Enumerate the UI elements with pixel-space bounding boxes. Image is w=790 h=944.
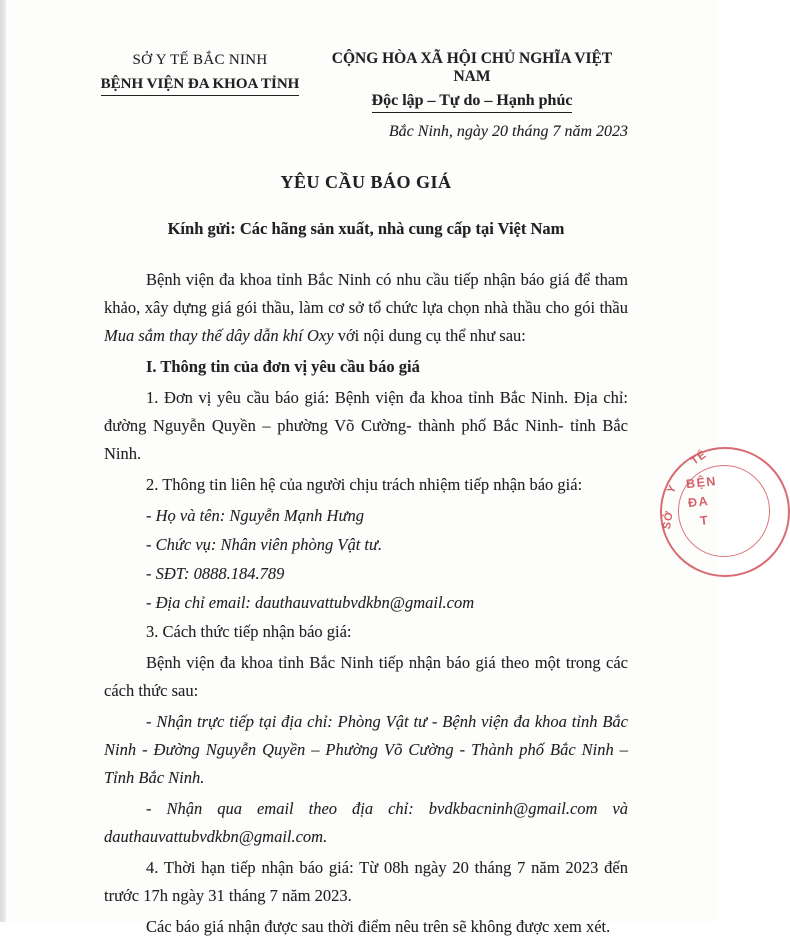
- section-1-heading: I. Thông tin của đơn vị yêu cầu báo giá: [146, 357, 420, 376]
- stamp-center-line-1: BỆN: [685, 474, 718, 492]
- item-1-requesting-unit: 1. Đơn vị yêu cầu báo giá: Bệnh viện đa khoa tỉnh Bắc Ninh. Địa chỉ: đường Nguyễn Quyền – phường Võ Cường- thành phố Bắc Ninh- tỉnh Bắc Ninh.: [104, 388, 628, 463]
- place-dateline: Bắc Ninh, ngày 20 tháng 7 năm 2023: [388, 123, 628, 140]
- scan-edge-shadow: [0, 0, 6, 922]
- stamp-arc-text-bottom: SỞ: [660, 509, 676, 531]
- salutation-line: Kính gửi: Các hãng sản xuất, nhà cung cấp tại Việt Nam: [167, 219, 565, 238]
- item-3-receiving-method: 3. Cách thức tiếp nhận báo giá:: [146, 622, 352, 641]
- intro-text-2: với nội dung cụ thể như sau:: [333, 326, 526, 345]
- item-3-intro: Bệnh viện đa khoa tỉnh Bắc Ninh tiếp nhận báo giá theo một trong các cách thức sau:: [104, 653, 628, 700]
- stamp-arc-text-mid: Y: [664, 482, 680, 496]
- item-2-contact-info: 2. Thông tin liên hệ của người chịu trách nhiệm tiếp nhận báo giá:: [146, 475, 583, 494]
- intro-text-1: Bệnh viện đa khoa tỉnh Bắc Ninh có nhu cầu tiếp nhận báo giá để tham khảo, xây dựng giá gói thầu, làm cơ sở tổ chức lựa chọn nhà thầu cho gói thầu: [104, 270, 628, 317]
- document-title: YÊU CẦU BÁO GIÁ: [280, 172, 452, 192]
- contact-position: - Chức vụ: Nhân viên phòng Vật tư.: [146, 535, 383, 554]
- contact-full-name: - Họ và tên: Nguyễn Mạnh Hưng: [146, 506, 364, 525]
- package-name: Mua sắm thay thế dây dẫn khí Oxy: [104, 326, 334, 345]
- document-body: [104, 266, 628, 944]
- contact-phone: - SĐT: 0888.184.789: [146, 564, 285, 583]
- org-department: SỞ Y TẾ BẮC NINH: [132, 52, 268, 68]
- issuing-org-block: [70, 52, 330, 96]
- intro-paragraph: [104, 266, 628, 350]
- stamp-center-line-3: T: [699, 513, 710, 528]
- closing-note: Các báo giá nhận được sau thời điểm nêu trên sẽ không được xem xét.: [146, 917, 611, 936]
- stamp-arc-text-top: TẾ: [689, 448, 710, 468]
- national-header-block: [316, 50, 628, 141]
- method-email: - Nhận qua email theo địa chỉ: bvdkbacninh@gmail.com và dauthauvattubvdkbn@gmail.com.: [104, 799, 628, 846]
- org-hospital-name: BỆNH VIỆN ĐA KHOA TỈNH: [70, 76, 330, 96]
- item-4-deadline: 4. Thời hạn tiếp nhận báo giá: Từ 08h ngày 20 tháng 7 năm 2023 đến trước 17h ngày 31 tháng 7 năm 2023.: [104, 858, 628, 905]
- stamp-center-text: [685, 469, 751, 532]
- method-direct-delivery: - Nhận trực tiếp tại địa chỉ: Phòng Vật tư - Bệnh viện đa khoa tỉnh Bắc Ninh - Đường Nguyễn Quyền – Phường Võ Cường - Thành phố Bắc Ninh – Tỉnh Bắc Ninh.: [104, 712, 628, 787]
- contact-email: - Địa chỉ email: dauthauvattubvdkbn@gmail.com: [146, 593, 475, 612]
- national-motto: Độc lập – Tự do – Hạnh phúc: [316, 92, 628, 113]
- country-title: CỘNG HÒA XÃ HỘI CHỦ NGHĨA VIỆT NAM: [331, 50, 613, 85]
- stamp-center-line-2: ĐA: [687, 493, 710, 511]
